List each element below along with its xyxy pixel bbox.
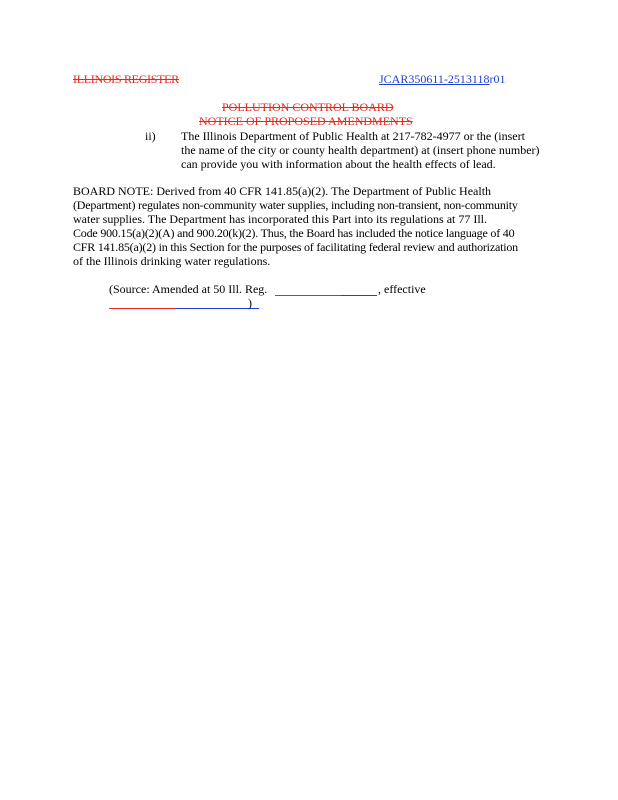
agency-name: POLLUTION CONTROL BOARD [222, 100, 394, 114]
board-note-line-4: Code 900.15(a)(2)(A) and 900.20(k)(2). Thus, the Board has included the notice language of 40 [73, 226, 515, 240]
effective-blank-red [109, 308, 175, 309]
item-line-3: can provide you with information about the health effects of lead. [181, 157, 496, 171]
item-line-2: the name of the city or county health department) at (insert phone number) [181, 143, 540, 157]
item-number: ii) [145, 129, 156, 143]
source-prefix: (Source: Amended at 50 Ill. Reg. [109, 282, 268, 296]
source-blank-red [275, 295, 341, 296]
board-note-line-2: (Department) regulates non-community water supplies, including non-transient, non-community [73, 198, 518, 212]
source-blank-blue [341, 295, 377, 296]
jcar-code-number: JCAR350611-2513118 [379, 72, 490, 86]
jcar-code [379, 72, 505, 86]
effective-blank-blue [175, 308, 259, 309]
item-line-1: The Illinois Department of Public Health at 217-782-4977 or the (insert [181, 129, 525, 143]
source-close: ) [248, 296, 252, 310]
board-note-line-5: CFR 141.85(a)(2) in this Section for the purposes of facilitating federal review and authorization [73, 240, 518, 254]
source-effective: , effective [378, 282, 426, 296]
notice-title: NOTICE OF PROPOSED AMENDMENTS [199, 114, 413, 128]
jcar-code-suffix: r01 [489, 72, 506, 86]
board-note-line-6: of the Illinois drinking water regulations. [73, 254, 271, 268]
board-note-line-3: water supplies. The Department has incorporated this Part into its regulations at 77 Ill. [73, 212, 488, 226]
register-title: ILLINOIS REGISTER [73, 72, 179, 86]
board-note-line-1: BOARD NOTE: Derived from 40 CFR 141.85(a)(2). The Department of Public Health [73, 184, 492, 198]
